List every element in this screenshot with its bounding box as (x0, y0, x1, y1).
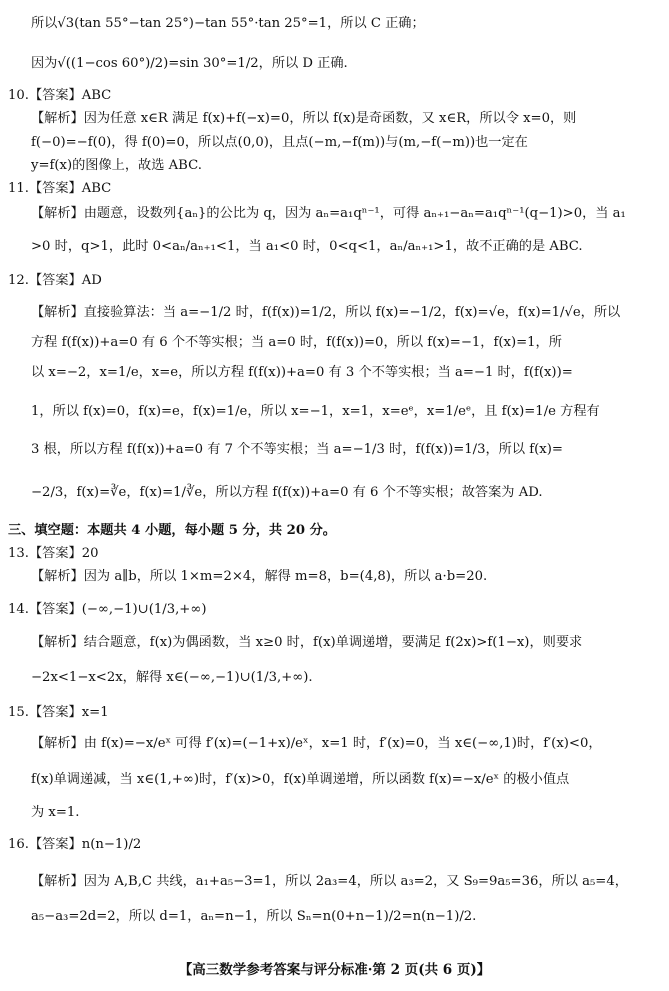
text-line: 因为√((1−cos 60°)/2)=sin 30°=1/2，所以 D 正确. (31, 56, 348, 71)
text-line: 为 x=1. (31, 805, 80, 820)
text-line: 3 根，所以方程 f(f(x))+a=0 有 7 个不等实根；当 a=−1/3 时，f(f(x))=1/3，所以 f(x)= (31, 442, 563, 457)
text-line: 【解析】由题意，设数列{aₙ}的公比为 q，因为 aₙ=a₁qⁿ⁻¹，可得 aₙ₊₁−aₙ=a₁qⁿ⁻¹(q−1)>0，当 a₁ (31, 206, 626, 221)
question-10-answer: 10.【答案】ABC (8, 88, 112, 103)
question-16-answer: 16.【答案】n(n−1)/2 (8, 837, 142, 852)
text-line: 【解析】结合题意，f(x)为偶函数，当 x≥0 时，f(x)单调递增，要满足 f(2x)>f(1−x)，则要求 (31, 635, 583, 650)
question-14-answer: 14.【答案】(−∞,−1)∪(1/3,+∞) (8, 602, 207, 617)
text-line: 【解析】因为任意 x∈R 满足 f(x)+f(−x)=0，所以 f(x)是奇函数，又 x∈R，所以令 x=0，则 (31, 111, 577, 126)
text-line: 所以√3(tan 55°−tan 25°)−tan 55°·tan 25°=1，所以 C 正确； (31, 16, 425, 31)
text-line: >0 时，q>1，此时 0<aₙ/aₙ₊₁<1，当 a₁<0 时，0<q<1，aₙ/aₙ₊₁>1，故不正确的是 ABC. (31, 239, 583, 254)
text-line: a₅−a₃=2d=2，所以 d=1，aₙ=n−1，所以 Sₙ=n(0+n−1)/2=n(n−1)/2. (31, 909, 477, 924)
text-line: 【解析】由 f(x)=−x/eˣ 可得 f′(x)=(−1+x)/eˣ，x=1 时，f′(x)=0，当 x∈(−∞,1)时，f′(x)<0， (31, 736, 602, 751)
text-line: f(x)单调递减，当 x∈(1,+∞)时，f′(x)>0，f(x)单调递增，所以函数 f(x)=−x/eˣ 的极小值点 (31, 772, 570, 787)
question-12-answer: 12.【答案】AD (8, 273, 102, 288)
text-line: 【解析】直接验算法：当 a=−1/2 时，f(f(x))=1/2，所以 f(x)=−1/2，f(x)=√e，f(x)=1/√e，所以 (31, 305, 621, 320)
text-line: −2x<1−x<2x，解得 x∈(−∞,−1)∪(1/3,+∞). (31, 670, 313, 685)
question-15-answer: 15.【答案】x=1 (8, 705, 109, 720)
question-13-answer: 13.【答案】20 (8, 546, 99, 561)
text-line: y=f(x)的图像上，故选 ABC. (31, 158, 202, 173)
question-11-answer: 11.【答案】ABC (8, 181, 112, 196)
text-line: f(−0)=−f(0)，得 f(0)=0，所以点(0,0)，且点(−m,−f(m))与(m,−f(−m))也一定在 (31, 135, 528, 150)
text-line: 以 x=−2，x=1/e，x=e，所以方程 f(f(x))+a=0 有 3 个不等实根；当 a=−1 时，f(f(x))= (31, 365, 573, 380)
text-line: 方程 f(f(x))+a=0 有 6 个不等实根；当 a=0 时，f(f(x))=0，所以 f(x)=−1，f(x)=1，所 (31, 335, 562, 350)
page-footer: 【高三数学参考答案与评分标准·第 2 页(共 6 页)】 (178, 962, 491, 978)
text-line: 【解析】因为 a∥b，所以 1×m=2×4，解得 m=8，b=(4,8)，所以 a·b=20. (31, 569, 488, 584)
text-line: 【解析】因为 A,B,C 共线，a₁+a₅−3=1，所以 2a₃=4，所以 a₃=2，又 S₉=9a₅=36，所以 a₅=4， (31, 874, 628, 889)
text-line: −2/3，f(x)=∛e，f(x)=1/∛e，所以方程 f(f(x))+a=0 有 6 个不等实根；故答案为 AD. (31, 485, 543, 500)
text-line: 1，所以 f(x)=0，f(x)=e，f(x)=1/e，所以 x=−1，x=1，x=eᵉ，x=1/eᵉ，且 f(x)=1/e 方程有 (31, 404, 600, 419)
section-heading: 三、填空题：本题共 4 小题，每小题 5 分，共 20 分。 (8, 523, 336, 538)
